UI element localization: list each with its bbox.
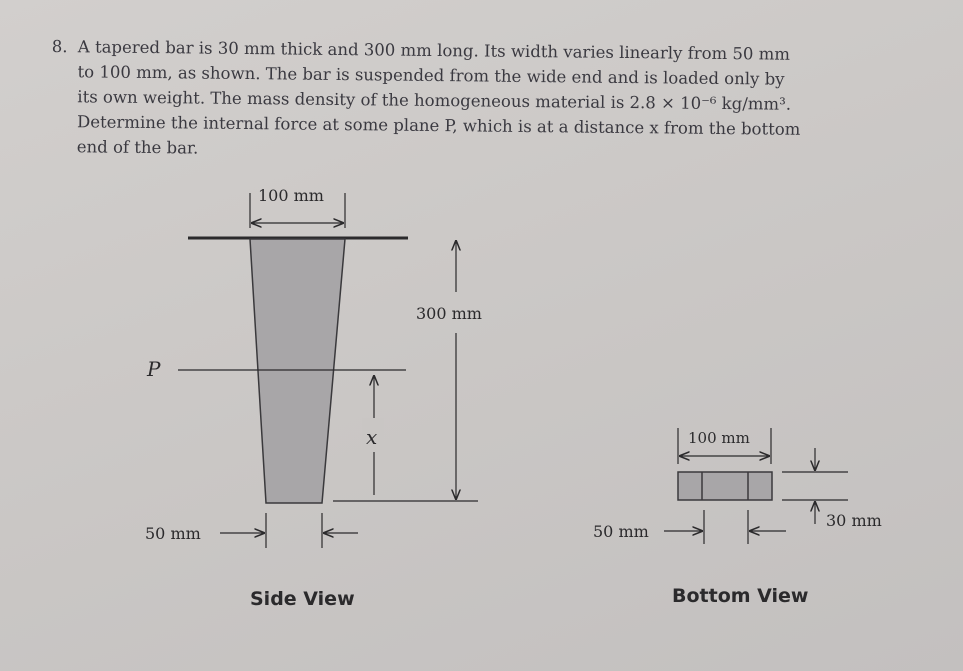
plane-label: P	[147, 357, 161, 381]
tapered-bar	[250, 239, 345, 503]
problem-line-4: Determine the internal force at some plane P, which is at a distance x from the bottom	[76, 112, 801, 139]
distance-label: x	[366, 425, 378, 449]
problem-line-3: its own weight. The mass density of the homogeneous material is 2.8 × 10⁻⁶ kg/mm³.	[77, 87, 792, 114]
side-view-caption: Side View	[250, 588, 355, 610]
bv-width-label: 100 mm	[688, 429, 750, 447]
side-view	[145, 186, 482, 610]
length-label: 300 mm	[416, 304, 482, 323]
problem-line-5: end of the bar.	[76, 137, 199, 158]
thickness-label: 30 mm	[826, 511, 882, 530]
bottom-view-caption: Bottom View	[672, 585, 809, 607]
bottom-view	[593, 428, 882, 607]
problem-number: 8.	[51, 36, 68, 57]
cross-section	[678, 472, 772, 500]
problem-line-1: A tapered bar is 30 mm thick and 300 mm long. Its width varies linearly from 50 mm	[77, 37, 791, 64]
bv-bottom-width-label: 50 mm	[593, 522, 649, 541]
top-width-label: 100 mm	[258, 186, 324, 205]
bottom-width-label: 50 mm	[145, 524, 201, 543]
problem-line-2: to 100 mm, as shown. The bar is suspended from the wide end and is loaded only by	[77, 62, 785, 89]
